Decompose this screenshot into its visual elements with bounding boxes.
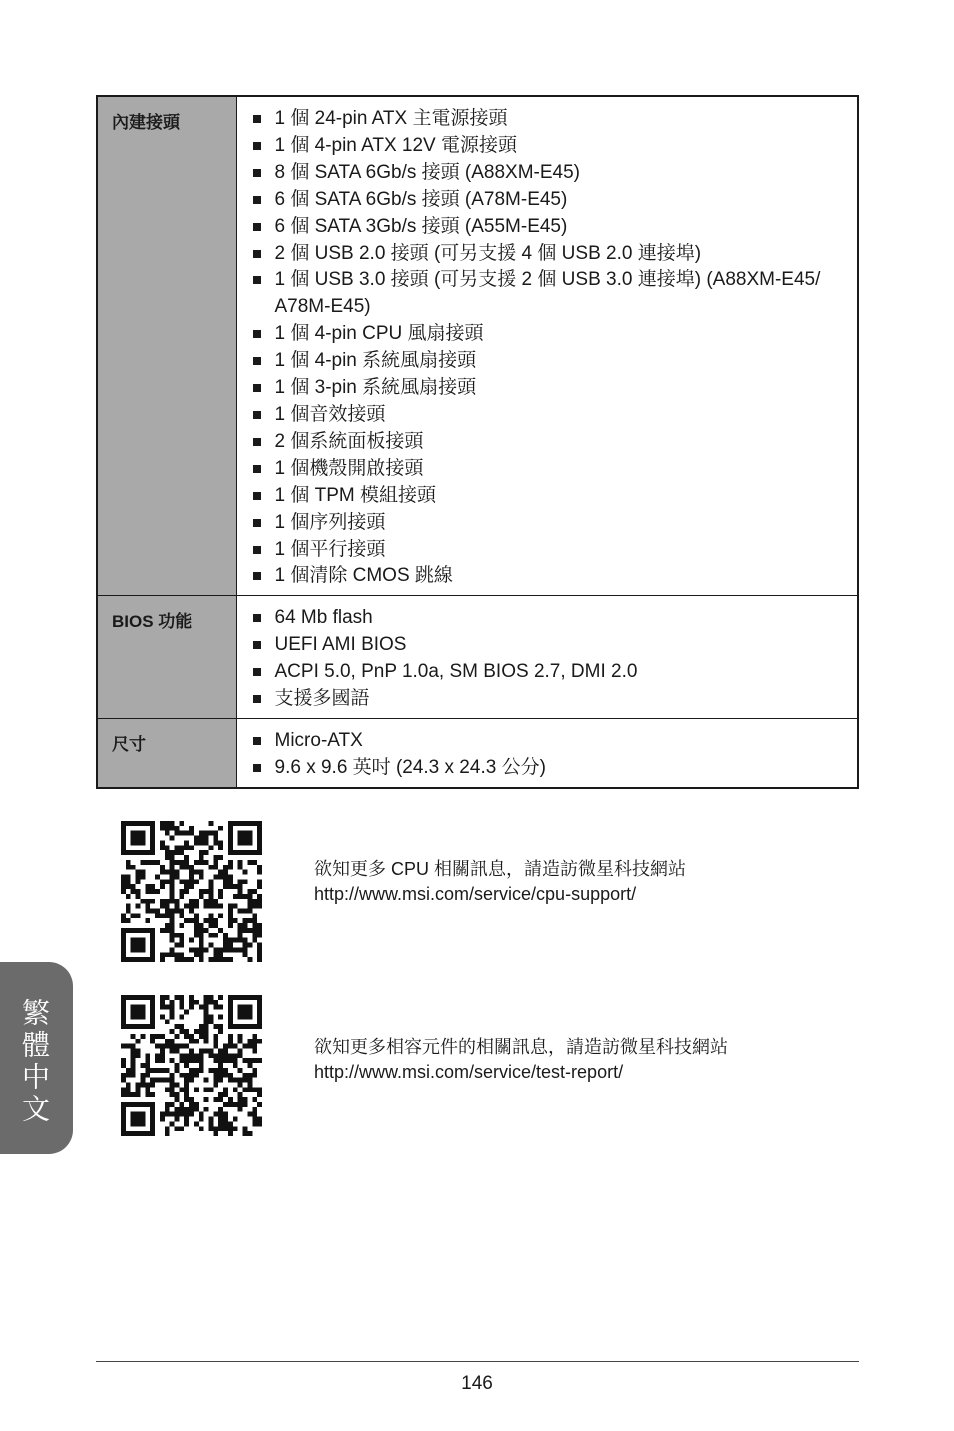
test-report-text: 欲知更多相容元件的相關訊息，請造訪微星科技網站 (314, 1037, 728, 1057)
test-report-url[interactable]: http://www.msi.com/service/test-report/ (314, 1062, 624, 1082)
spec-item: UEFI AMI BIOS (251, 632, 848, 659)
page-number: 146 (461, 1373, 493, 1394)
language-side-tab-label: 繁體中文 (18, 998, 51, 1126)
spec-item: 1 個 USB 3.0 接頭 (可另支援 2 個 USB 3.0 連接埠) (A88XM-E45/ A78M-E45) (251, 267, 848, 321)
spec-item: 2 個系統面板接頭 (251, 429, 848, 456)
cpu-support-info (314, 857, 686, 907)
spec-item: 1 個平行接頭 (251, 537, 848, 564)
spec-row-bios (97, 596, 858, 719)
spec-item: 6 個 SATA 3Gb/s 接頭 (A55M-E45) (251, 214, 848, 241)
spec-row-label: 內建接頭 (97, 96, 236, 596)
spec-table (96, 95, 859, 789)
test-report-info (314, 1035, 728, 1085)
test-report-qr-code (121, 995, 262, 1136)
spec-item: Micro-ATX (251, 728, 848, 755)
spec-row-items (236, 718, 858, 787)
spec-row-label: 尺寸 (97, 718, 236, 787)
spec-item: 2 個 USB 2.0 接頭 (可另支援 4 個 USB 2.0 連接埠) (251, 241, 848, 268)
spec-item: 1 個 4-pin 系統風扇接頭 (251, 348, 848, 375)
spec-item: 1 個 4-pin CPU 風扇接頭 (251, 321, 848, 348)
cpu-support-qr-code (121, 821, 262, 962)
spec-item: 8 個 SATA 6Gb/s 接頭 (A88XM-E45) (251, 160, 848, 187)
spec-item: 支援多國語 (251, 686, 848, 713)
spec-item: 1 個 4-pin ATX 12V 電源接頭 (251, 133, 848, 160)
spec-item: 9.6 x 9.6 英吋 (24.3 x 24.3 公分) (251, 755, 848, 782)
spec-item: 1 個 TPM 模組接頭 (251, 483, 848, 510)
spec-row-items (236, 96, 858, 596)
spec-item: 1 個序列接頭 (251, 510, 848, 537)
spec-item: 1 個音效接頭 (251, 402, 848, 429)
spec-item: 1 個 24-pin ATX 主電源接頭 (251, 106, 848, 133)
cpu-support-url[interactable]: http://www.msi.com/service/cpu-support/ (314, 884, 637, 904)
spec-item: ACPI 5.0, PnP 1.0a, SM BIOS 2.7, DMI 2.0 (251, 659, 848, 686)
spec-row-items (236, 596, 858, 719)
spec-item: 1 個機殼開啟接頭 (251, 456, 848, 483)
spec-row-connectors (97, 96, 858, 596)
footer-divider (96, 1361, 859, 1362)
cpu-support-text: 欲知更多 CPU 相關訊息，請造訪微星科技網站 (314, 859, 687, 879)
spec-item: 1 個清除 CMOS 跳線 (251, 563, 848, 590)
spec-row-label: BIOS 功能 (97, 596, 236, 719)
spec-item: 1 個 3-pin 系統風扇接頭 (251, 375, 848, 402)
spec-item: 64 Mb flash (251, 605, 848, 632)
spec-row-dimensions (97, 718, 858, 787)
language-side-tab (0, 962, 73, 1154)
spec-item: 6 個 SATA 6Gb/s 接頭 (A78M-E45) (251, 187, 848, 214)
